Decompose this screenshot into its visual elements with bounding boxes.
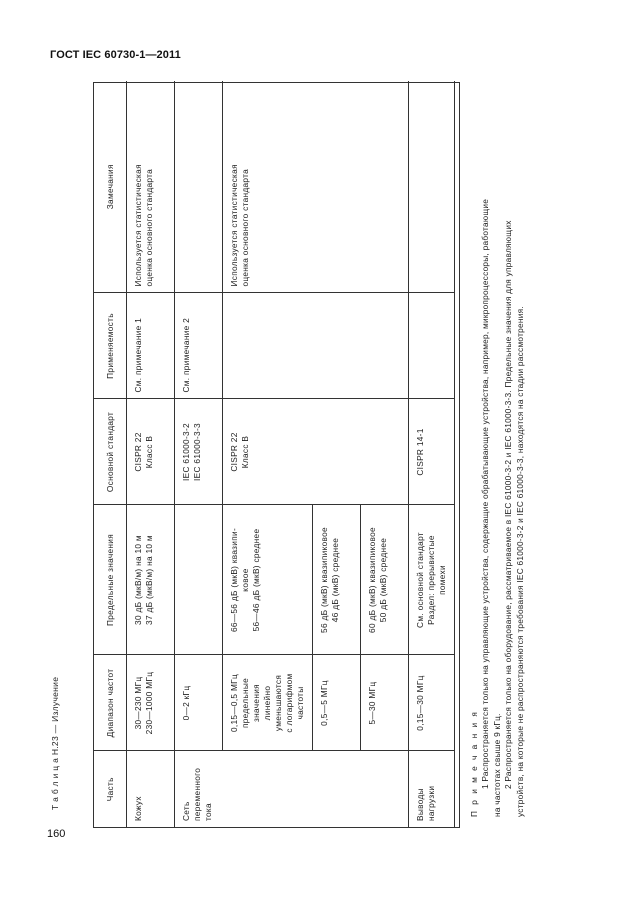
cell-part: Сеть переменного тока <box>175 751 409 827</box>
note-1-line-1: 1 Распространяется только на управляющие устройства, содержащие обрабатывающие устройства, например, микропроцессоры, работающие <box>480 198 491 789</box>
cell-frequency: 5—30 МГц <box>361 655 409 751</box>
table-row <box>223 81 313 827</box>
table-row <box>409 81 455 827</box>
cell-remarks: Используется статистическая оценка основного стандарта <box>223 81 409 293</box>
note-1-line-2: на частотах свыше 9 кГц. <box>491 713 502 817</box>
cell-limits: 66—56 дБ (мкВ) квазипи- ковое 56—46 дБ (мкВ) среднее <box>223 505 313 655</box>
table-caption: Т а б л и ц а Н.23 — Излучение <box>50 676 60 810</box>
cell-base-standard: CISPR 22 Класс В <box>223 399 409 505</box>
col-header-remarks: Замечания <box>94 81 127 293</box>
cell-frequency: 0,5—5 МГц <box>313 655 361 751</box>
cell-base-standard: CISPR 14-1 <box>409 399 455 505</box>
page-number: 160 <box>47 828 66 840</box>
col-header-applicability: Применяемость <box>94 293 127 399</box>
cell-base-standard: IEC 61000-3-2 IEC 61000-3-3 <box>175 399 223 505</box>
cell-applicability: См. примечание 1 <box>127 293 175 399</box>
col-header-frequency: Диапазон частот <box>94 655 127 751</box>
cell-frequency: 0—2 кГц <box>175 655 223 751</box>
cell-limits: См. основной стандарт Раздел: прерывистые помехи <box>409 505 455 655</box>
rotated-table-block <box>50 82 525 828</box>
col-header-limits: Предельные значения <box>94 505 127 655</box>
cell-remarks <box>409 81 455 293</box>
table-notes <box>461 81 526 827</box>
table-row <box>175 81 223 827</box>
cell-remarks: Используется статистическая оценка основного стандарта <box>127 81 175 293</box>
cell-limits <box>175 505 223 655</box>
notes-title: П р и м е ч а н и я <box>469 710 479 817</box>
cell-limits: 30 дБ (мкВ/м) на 10 м 37 дБ (мкВ/м) на 10 м <box>127 505 175 655</box>
table-row <box>127 81 175 827</box>
cell-applicability <box>223 293 409 399</box>
cell-applicability <box>409 293 455 399</box>
cell-base-standard: CISPR 22 Класс В <box>127 399 175 505</box>
cell-part: Выводы нагрузки <box>409 751 455 827</box>
cell-frequency: 0,15—0,5 МГц предельные значения линейно уменьшаются с логарифмом частоты <box>223 655 313 751</box>
cell-frequency: 30—230 МГц 230—1000 МГц <box>127 655 175 751</box>
cell-remarks <box>175 81 223 293</box>
col-header-base-standard: Основной стандарт <box>94 399 127 505</box>
emission-table <box>93 82 525 828</box>
document-header: ГОСТ IEC 60730-1—2011 <box>50 49 181 61</box>
cell-limits: 56 дБ (мкВ) квазипиковое 46 дБ (мкВ) среднее <box>313 505 361 655</box>
table-header-row <box>94 81 127 827</box>
col-header-part: Часть <box>94 751 127 827</box>
note-2-line-1: 2 Распространяется только на оборудование, рассматриваемое в IEC 61000-3-2 и IEC 61000-3-3. Предельные значения для управляющих <box>503 220 514 789</box>
cell-limits: 60 дБ (мкВ) квазипиковое 50 дБ (мкВ) среднее <box>361 505 409 655</box>
cell-applicability: См. примечание 2 <box>175 293 223 399</box>
cell-frequency: 0,15—30 МГц <box>409 655 455 751</box>
note-2-line-2: устройств, на которые не распространяются требования IEC 61000-3-2 и IEC 61000-3-3, находятся на стадии рассмотрения. <box>514 306 525 817</box>
cell-part: Кожух <box>127 751 175 827</box>
